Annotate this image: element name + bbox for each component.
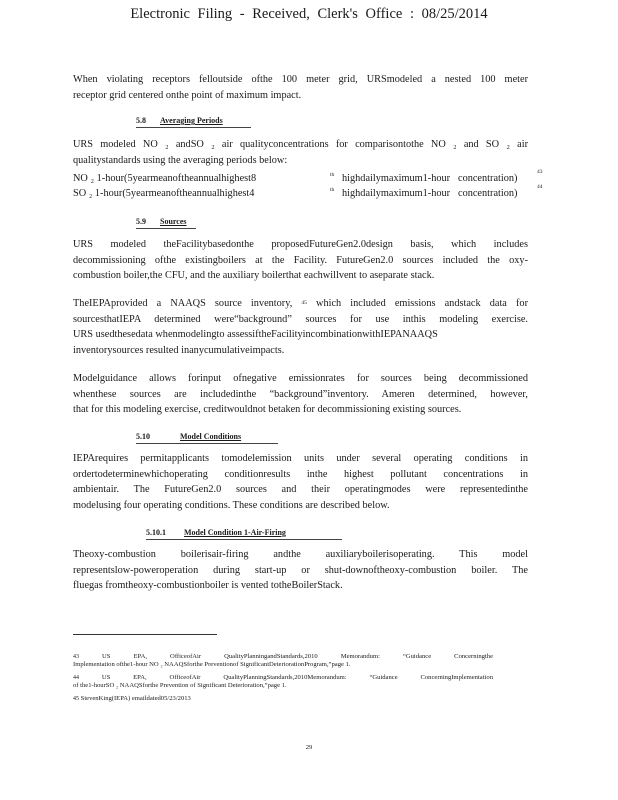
section-heading-5-8: [136, 116, 223, 125]
so2-standard-desc: highdailymaximum1-hour: [342, 188, 451, 199]
text-line: representslow-poweroperation during start-up or shut-downoftheoxy-combustion boiler. The: [73, 564, 528, 576]
text-line: modelusing four operating conditions. These conditions are described below.: [73, 499, 390, 511]
so2-standard-conc: concentration): [458, 188, 518, 199]
text-line: [73, 674, 493, 682]
text-line: [73, 695, 493, 703]
text-line: fluegas fromtheoxy-combustionboiler is vented totheBoilerStack.: [73, 580, 343, 592]
so2-ordinal-sup: th: [330, 187, 335, 193]
footnote-45: [73, 695, 493, 703]
text-line: that for this modeling exercise, creditwouldnot betaken for decommissioning existing sources.: [73, 404, 462, 416]
text-line: whenthese sources are includedinthe “background”inventory. Ameren determined, however,: [73, 388, 528, 400]
section-title: Averaging Periods: [160, 116, 223, 125]
text-line: [73, 296, 528, 312]
no2-ordinal-sup: th: [330, 172, 335, 178]
text-line: decommissioning ofthe existingboilers at the Facility. FutureGen2.0 sources included the oxy-: [73, 254, 528, 266]
text-line: ambientair. The FutureGen2.0 sources and their operatingmodes were representedinthe: [73, 484, 528, 496]
section-title: Model Condition 1-Air-Firing: [184, 528, 286, 537]
section-title: Model Conditions: [180, 432, 242, 441]
text-line: [73, 653, 493, 661]
text-line: sourcesthatIEPA determined were“background” sources for use inthis modeling exercise.: [73, 313, 528, 325]
text-line: Implementation ofthe1-hour NO ₂ NAAQSforthe Preventionof SignificantDeteriorationProgram,”page 1.: [73, 661, 351, 669]
footnote-number: 45: [73, 696, 79, 702]
text-line: combustion boiler,the CFU, and the auxiliary boilerthat eachwillvent to aseparate stack.: [73, 270, 435, 282]
text-line: When violating receptors felloutside ofthe 100 meter grid, URSmodeled a nested 100 meter: [73, 74, 528, 85]
footnote-ref-45: 45: [301, 300, 307, 306]
averaging-paragraph: [73, 137, 528, 168]
section-heading-5-10-1: [146, 528, 286, 537]
footnote-44: [73, 674, 493, 691]
model-conditions-paragraph: [73, 451, 528, 513]
text-run: US EPA, OfficeofAir QualityPlanningStandards,2010Memorandum: “Guidance ConcerningImplementation: [101, 674, 493, 681]
footnote-ref-44: 44: [537, 184, 543, 190]
footnote-number: 43: [73, 654, 79, 660]
heading-rule: [136, 443, 278, 444]
text-line: of the1-hourSO ₂ NAAQSforthe Prevention of Significant Deterioration,”page 1.: [73, 682, 287, 690]
text-line: URS modeled NO ₂ andSO ₂ air qualityconcentrations for comparisontothe NO ₂ and SO ₂ air: [73, 139, 528, 150]
text-run: US EPA, OfficeofAir QualityPlanningandStandards,2010 Memorandum: “Guidance Concerningthe: [102, 653, 493, 660]
sources-paragraph-2: [73, 296, 528, 358]
so2-standard-label: SO ₂ 1-hour(5yearmeanoftheannualhighest4: [73, 188, 255, 199]
no2-standard-desc: highdailymaximum1-hour: [342, 173, 451, 184]
text-run: StevenKing(IEPA) emaildated05/23/2013: [80, 695, 191, 702]
no2-standard-conc: concentration): [458, 173, 518, 184]
text-line: URS modeled theFacilitybasedonthe proposedFutureGen2.0design basis, which includes: [73, 239, 528, 250]
no2-standard-label: NO ₂ 1-hour(5yearmeanoftheannualhighest8: [73, 173, 257, 184]
section-number: 5.10.1: [146, 528, 166, 537]
text-line: inventorysources resulted inanycumulativeimpacts.: [73, 344, 285, 356]
section-number: 5.10: [136, 432, 150, 441]
footnote-ref-43: 43: [537, 169, 543, 175]
intro-paragraph: [73, 72, 528, 103]
text-line: IEPArequires permitapplicants tomodelemission units under several operating conditions in: [73, 453, 528, 464]
heading-rule: [146, 539, 342, 540]
page-number: 29: [305, 744, 313, 751]
text-line: URS usedthesedata whenmodelingto assessiftheFacilityincombinationwithIEPANAAQS: [73, 329, 438, 341]
section-heading-5-10: [136, 432, 241, 441]
footnote-number: 44: [73, 675, 79, 681]
text-line: receptor grid centered onthe point of maximum impact.: [73, 89, 302, 101]
section-number: 5.9: [136, 217, 146, 226]
heading-rule: [136, 228, 196, 229]
sources-paragraph-3: [73, 371, 528, 418]
text-run: TheIEPAprovided a NAAQS source inventory,: [73, 298, 302, 309]
text-line: ordertodeterminewhichoperating conditionresults inthe highest pollutant concentrations in: [73, 468, 528, 480]
section-number: 5.8: [136, 116, 146, 125]
footnote-43: [73, 653, 493, 670]
footnote-separator: [73, 634, 217, 635]
sources-paragraph-1: [73, 237, 528, 284]
air-firing-paragraph: [73, 547, 528, 594]
heading-rule: [136, 127, 251, 128]
text-line: qualitystandards using the averaging periods below:: [73, 154, 288, 166]
text-line: Modelguidance allows forinput ofnegative emissionrates for sources being decommissioned: [73, 373, 528, 384]
text-line: Theoxy-combustion boilerisair-firing andthe auxiliaryboilerisoperating. This model: [73, 549, 528, 560]
section-heading-5-9: [136, 217, 187, 226]
section-title: Sources: [160, 217, 187, 226]
text-run: which included emissions andstack data for: [306, 298, 529, 309]
filing-header: Electronic Filing - Received, Clerk's Office : 08/25/2014: [130, 6, 488, 22]
